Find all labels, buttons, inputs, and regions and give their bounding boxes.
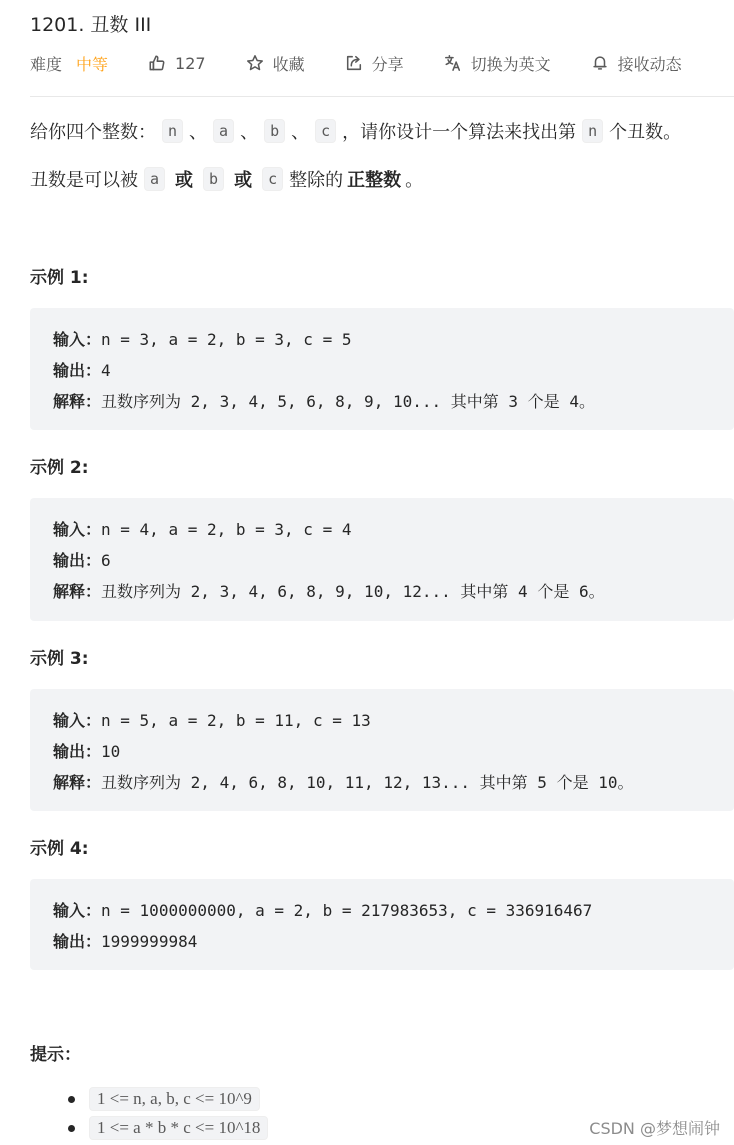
description-paragraph-1 xyxy=(30,118,681,144)
inline-code-b: b xyxy=(203,167,224,191)
header-divider xyxy=(30,96,734,97)
explain-text: 其中第 xyxy=(479,773,528,792)
example-output-value: 4 xyxy=(101,361,111,380)
bell-icon xyxy=(591,54,609,72)
output-label: 输出： xyxy=(53,742,102,761)
example-output-line xyxy=(53,545,734,576)
desc-text: 个丑数。 xyxy=(609,122,682,143)
output-label: 输出： xyxy=(53,932,102,951)
desc-text: 整除的 xyxy=(289,170,344,191)
output-label: 输出： xyxy=(53,551,102,570)
inline-code-a: a xyxy=(144,167,165,191)
example-output-line xyxy=(53,355,734,386)
desc-sep: 、 xyxy=(240,122,259,143)
inline-code-c: c xyxy=(315,119,336,143)
problem-title: 1201. 丑数 III xyxy=(30,14,152,36)
explain-text: 丑数序列为 xyxy=(101,582,182,601)
difficulty-label: 难度 xyxy=(30,54,63,74)
inline-code-n: n xyxy=(162,119,183,143)
input-label: 输入： xyxy=(53,520,102,539)
translate-label: 切换为英文 xyxy=(470,54,551,74)
notify-button[interactable] xyxy=(591,52,682,75)
example-input-value: n = 4, a = 2, b = 3, c = 4 xyxy=(101,520,352,539)
inline-code-c: c xyxy=(262,167,283,191)
desc-bold-positive-integer: 正整数 xyxy=(347,170,402,191)
explain-text: 。 xyxy=(617,773,634,792)
watermark: CSDN @梦想闹钟 xyxy=(589,1119,720,1138)
example-input-value: n = 3, a = 2, b = 3, c = 5 xyxy=(101,330,352,349)
explain-label: 解释： xyxy=(53,773,102,792)
inline-code-n: n xyxy=(582,119,603,143)
example-input-value: n = 1000000000, a = 2, b = 217983653, c = 336916467 xyxy=(101,901,593,920)
explain-text: 其中第 xyxy=(460,582,509,601)
explain-seq: 2, 3, 4, 5, 6, 8, 9, 10... xyxy=(181,392,451,411)
desc-sep: 、 xyxy=(189,122,208,143)
example-output-value: 1999999984 xyxy=(101,932,198,951)
explain-label: 解释： xyxy=(53,582,102,601)
example-output-value: 6 xyxy=(101,551,111,570)
translate-icon xyxy=(444,54,462,72)
desc-text: ，请你设计一个算法来找出第 xyxy=(342,122,577,143)
share-button[interactable] xyxy=(345,52,404,75)
thumbs-up-icon xyxy=(148,54,166,72)
favorite-button[interactable] xyxy=(246,52,305,75)
explain-text: 个是 xyxy=(527,392,560,411)
desc-sep: 、 xyxy=(291,122,310,143)
explain-text: 丑数序列为 xyxy=(101,773,182,792)
example-input-line xyxy=(53,324,734,355)
bullet-icon xyxy=(68,1125,75,1132)
example-1-heading: 示例 1: xyxy=(30,268,89,288)
explain-value: 6 xyxy=(569,582,589,601)
star-icon xyxy=(246,54,264,72)
example-4-block xyxy=(30,879,734,970)
desc-bold-or: 或 xyxy=(175,170,194,191)
output-label: 输出： xyxy=(53,361,102,380)
constraint-code: 1 <= n, a, b, c <= 10^9 xyxy=(89,1087,260,1111)
example-input-line xyxy=(53,514,734,545)
example-explain-line xyxy=(53,386,734,417)
description-paragraph-2 xyxy=(30,166,423,192)
example-explain-line xyxy=(53,767,734,798)
explain-text: 个是 xyxy=(556,773,589,792)
explain-text: 个是 xyxy=(537,582,570,601)
explain-label: 解释： xyxy=(53,392,102,411)
input-label: 输入： xyxy=(53,711,102,730)
explain-k: 3 xyxy=(498,392,528,411)
bullet-icon xyxy=(68,1096,75,1103)
desc-text: 给你四个整数： xyxy=(30,122,156,143)
example-output-value: 10 xyxy=(101,742,121,761)
constraints-heading: 提示： xyxy=(30,1045,81,1065)
example-3-block xyxy=(30,689,734,811)
example-3-heading: 示例 3: xyxy=(30,649,89,669)
explain-seq: 2, 3, 4, 6, 8, 9, 10, 12... xyxy=(181,582,461,601)
example-input-value: n = 5, a = 2, b = 11, c = 13 xyxy=(101,711,371,730)
explain-k: 4 xyxy=(508,582,538,601)
example-2-heading: 示例 2: xyxy=(30,458,89,478)
explain-value: 4 xyxy=(559,392,579,411)
problem-meta-bar xyxy=(30,50,682,76)
desc-text: 丑数是可以被 xyxy=(30,170,138,191)
explain-k: 5 xyxy=(527,773,557,792)
example-4-heading: 示例 4: xyxy=(30,839,89,859)
explain-seq: 2, 4, 6, 8, 10, 11, 12, 13... xyxy=(181,773,480,792)
constraint-code: 1 <= a * b * c <= 10^18 xyxy=(89,1116,268,1140)
example-output-line xyxy=(53,926,734,957)
translate-button[interactable] xyxy=(444,52,551,75)
share-icon xyxy=(345,54,363,72)
explain-text: 丑数序列为 xyxy=(101,392,182,411)
share-label: 分享 xyxy=(371,54,404,74)
explain-text: 。 xyxy=(588,582,605,601)
desc-bold-or: 或 xyxy=(234,170,253,191)
desc-text: 。 xyxy=(405,170,424,191)
example-input-line xyxy=(53,705,734,736)
explain-text: 。 xyxy=(578,392,595,411)
example-explain-line xyxy=(53,576,734,607)
favorite-label: 收藏 xyxy=(272,54,305,74)
example-output-line xyxy=(53,736,734,767)
example-1-block xyxy=(30,308,734,430)
input-label: 输入： xyxy=(53,330,102,349)
difficulty-value: 中等 xyxy=(76,54,109,74)
example-input-line xyxy=(53,895,734,926)
like-count: 127 xyxy=(175,53,206,73)
notify-label: 接收动态 xyxy=(617,54,682,74)
constraint-item xyxy=(68,1087,260,1111)
explain-text: 其中第 xyxy=(450,392,499,411)
input-label: 输入： xyxy=(53,901,102,920)
explain-value: 10 xyxy=(588,773,618,792)
constraint-item xyxy=(68,1116,268,1140)
example-2-block xyxy=(30,498,734,621)
inline-code-a: a xyxy=(213,119,234,143)
inline-code-b: b xyxy=(264,119,285,143)
like-button[interactable] xyxy=(148,54,206,73)
